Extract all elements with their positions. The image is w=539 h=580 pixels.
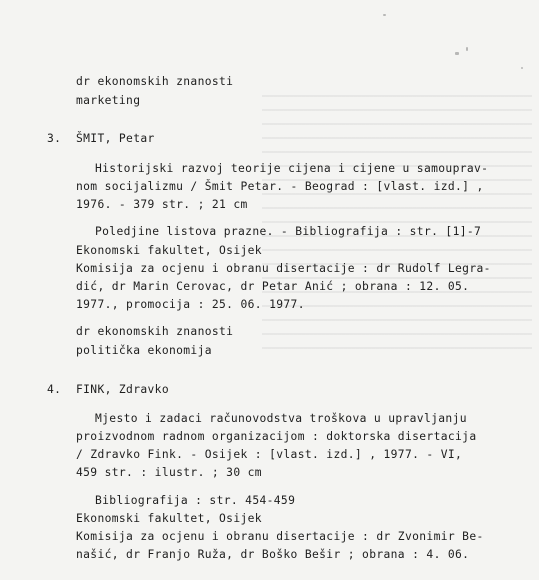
title-line: Mjesto i zadaci računovodstva troškova u upravljanju	[95, 412, 467, 425]
commission-line: 1977., promocija : 25. 06. 1977.	[76, 298, 305, 311]
faculty-line: Ekonomski fakultet, Osijek	[76, 244, 262, 257]
scan-speck	[455, 52, 459, 55]
title-line: proizvodnom radnom organizacijom : doktorska disertacija	[76, 430, 477, 443]
degree-line: dr ekonomskih znanosti	[76, 325, 234, 338]
entry-number: 4.	[47, 383, 62, 396]
commission-line: našić, dr Franjo Ruža, dr Boško Bešir ; obrana : 4. 06.	[76, 548, 470, 561]
degree-line: politička ekonomija	[76, 344, 212, 357]
title-line: nom socijalizmu / Šmit Petar. - Beograd : [vlast. izd.] ,	[76, 180, 484, 193]
scan-speck	[521, 67, 523, 69]
commission-line: Komisija za ocjenu i obranu disertacije : dr Rudolf Legra-	[76, 262, 491, 275]
entry-author: FINK, Zdravko	[76, 383, 169, 396]
title-line: 1976. - 379 str. ; 21 cm	[76, 198, 248, 211]
commission-line: dić, dr Marin Cerovac, dr Petar Anić ; obrana : 12. 05.	[76, 280, 470, 293]
commission-line: Komisija za ocjenu i obranu disertacije : dr Zvonimir Be-	[76, 530, 484, 543]
title-line: 459 str. : ilustr. ; 30 cm	[76, 466, 262, 479]
scan-speck	[466, 47, 468, 51]
entry-author: ŠMIT, Petar	[76, 132, 155, 145]
faculty-line: Ekonomski fakultet, Osijek	[76, 512, 262, 525]
degree-line: marketing	[76, 94, 141, 107]
title-line: Historijski razvoj teorije cijena i cijene u samouprav-	[95, 162, 489, 175]
note-line: Bibliografija : str. 454-459	[95, 494, 296, 507]
title-line: / Zdravko Fink. - Osijek : [vlast. izd.] , 1977. - VI,	[76, 448, 463, 461]
degree-line: dr ekonomskih znanosti	[76, 75, 234, 88]
scan-speck	[383, 14, 386, 16]
entry-number: 3.	[47, 132, 62, 145]
note-line: Poledjine listova prazne. - Bibliografija : str. [1]-7	[95, 225, 482, 238]
